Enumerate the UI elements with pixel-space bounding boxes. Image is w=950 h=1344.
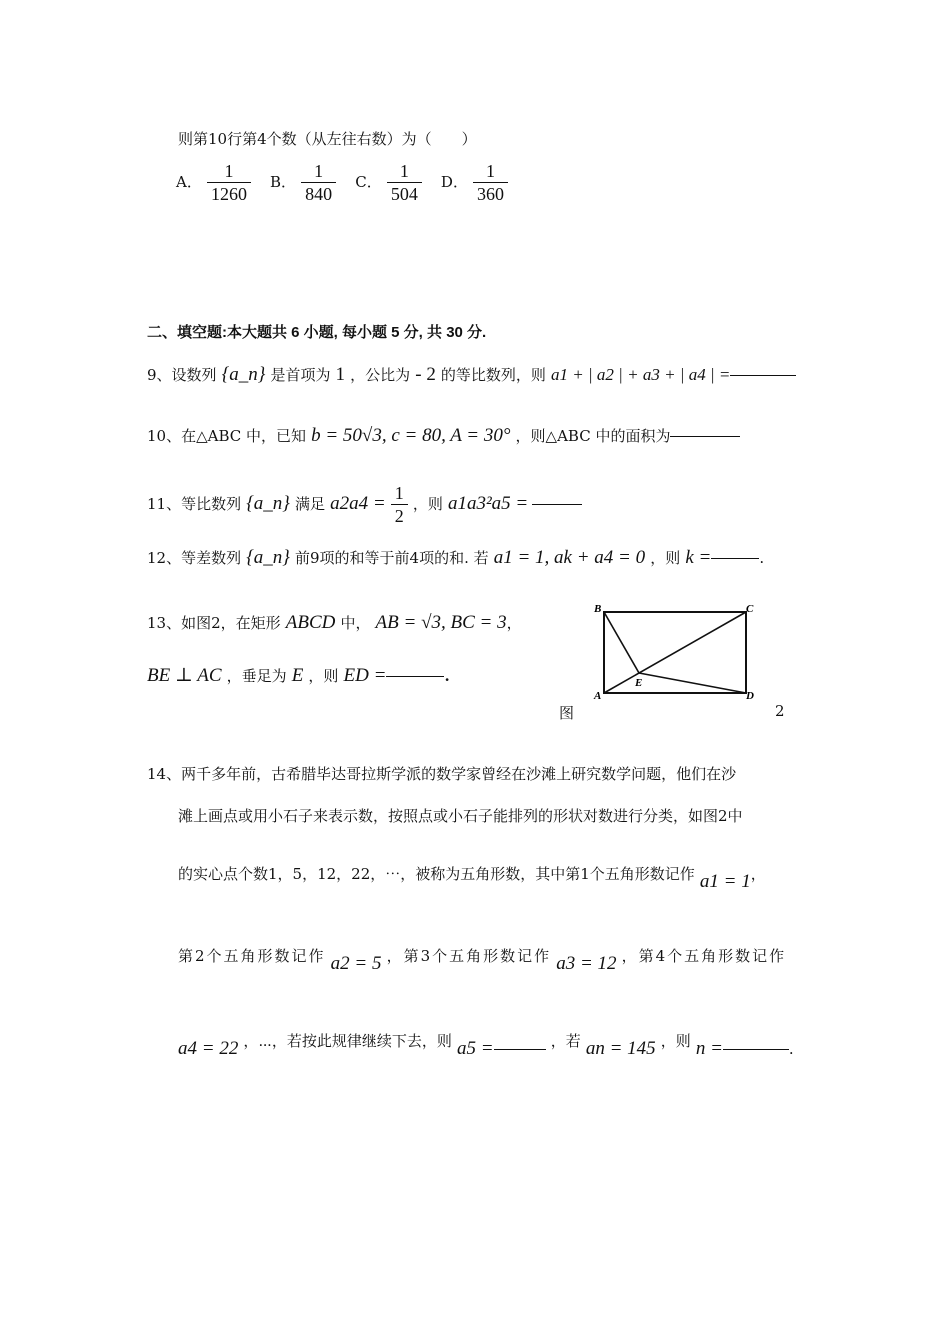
q9-text-1: 是首项为	[270, 366, 331, 384]
q11-text-3: ，则	[412, 495, 443, 513]
label-d: D	[746, 690, 754, 702]
q14-line4-text-c: ，第4个五角形数记作	[621, 947, 787, 965]
q9-number: 9、设数列	[147, 366, 217, 384]
q14-line2: 滩上画点或用小石子来表示数，按照点或小石子能排列的形状对数进行分类，如图2中	[178, 807, 743, 825]
q13-text-2: 中，	[340, 614, 371, 632]
q14-a1: a1 = 1	[699, 871, 751, 892]
option-c-fraction: $\frac{1}{504}$	[387, 160, 422, 205]
q11-text-2: 满足	[294, 495, 325, 513]
q12-text-1: 12、等差数列	[147, 549, 242, 567]
q14-line5: a4 = 22 ，⋯，若按此规律继续下去，则 a5 = ，若 an = 145 ，则 n = .	[178, 1032, 794, 1059]
q14-line5-text-b: ，若	[550, 1032, 581, 1050]
option-b-label: B．	[270, 173, 297, 191]
q9-first-term: 1	[335, 364, 346, 385]
q13-text-1: 13、如图2，在矩形	[147, 614, 281, 632]
q14-line4-text-b: ，第3个五角形数记作	[386, 947, 552, 965]
q10-text-2: ，则△ABC 中的面积为	[515, 427, 671, 445]
q14-a5: a5 =	[457, 1038, 494, 1059]
q10-text-1: 10、在△ABC 中，已知	[147, 427, 307, 445]
q13-text-4: ，则	[308, 667, 339, 685]
section-heading: 二、填空题:本大题共 6 小题, 每小题 5 分, 共 30 分.	[147, 324, 487, 341]
segment-ed	[639, 673, 746, 693]
question-12: 12、等差数列 {a_n} 前9项的和等于前4项的和. 若 a1 = 1, ak + a4 = 0 ，则 k = .	[147, 547, 765, 568]
figure-caption-right: 2	[775, 702, 785, 720]
q14-line5-text-c: ，则	[660, 1032, 691, 1050]
question-11	[147, 482, 582, 527]
q13-ask: ED =	[343, 665, 387, 686]
q10-condition: b = 50√3, c = 80, A = 30°	[311, 425, 511, 446]
q14-line3: 的实心点个数1，5，12，22，⋯，被称为五角形数，其中第1个五角形数记作 a1 = 1，	[178, 865, 766, 892]
q12-sequence: {a_n}	[246, 547, 290, 568]
q11-lhs: a2a4 =	[330, 493, 386, 514]
q11-sequence: {a_n}	[246, 493, 290, 514]
q14-line3-text: 的实心点个数1，5，12，22，⋯，被称为五角形数，其中第1个五角形数记作	[178, 865, 695, 883]
q9-text-2: ，公比为	[350, 366, 411, 384]
label-e: E	[635, 677, 643, 689]
label-a: A	[594, 690, 602, 702]
q11-expression: a1a3²a5 =	[447, 493, 529, 514]
q12-answer-blank[interactable]	[711, 558, 759, 559]
label-c: C	[746, 603, 754, 615]
option-c-label: C．	[355, 173, 382, 191]
q14-line1: 14、两千多年前，古希腊毕达哥拉斯学派的数学家曾经在沙滩上研究数学问题，他们在沙	[147, 765, 737, 783]
option-d-label: D．	[440, 173, 468, 191]
diagonal-ac	[604, 612, 746, 693]
question-13-line1: 13、如图2，在矩形 ABCD 中， AB = √3, BC = 3，	[147, 612, 522, 633]
figure-caption-left: 图	[559, 704, 575, 722]
option-b-fraction: $\frac{1}{840}$	[301, 160, 336, 205]
q9-sequence: {a_n}	[221, 364, 266, 385]
question-13-line2: BE ⊥ AC ，垂足为 E ，则 ED = .	[147, 665, 450, 686]
q9-answer-blank[interactable]	[730, 375, 796, 376]
q13-rectangle: ABCD	[285, 612, 336, 633]
q11-text-1: 11、等比数列	[147, 495, 242, 513]
question-10	[147, 425, 740, 447]
q10-answer-blank[interactable]	[670, 436, 740, 437]
q11-fraction: $\frac{1}{2}$	[391, 482, 408, 527]
q9-ratio: - 2	[415, 364, 436, 385]
q12-ask: k =	[685, 547, 712, 568]
q13-answer-blank[interactable]	[386, 676, 444, 677]
q12-text-2: 前9项的和等于前4项的和. 若	[294, 549, 489, 567]
q14-n: n =	[695, 1038, 723, 1059]
q8-options	[176, 160, 508, 205]
q14-line4-text-a: 第2个五角形数记作	[178, 947, 326, 965]
label-b: B	[594, 603, 602, 615]
q13-perpendicular: BE ⊥ AC	[147, 665, 222, 686]
q9-text-3: 的等比数列，则	[440, 366, 546, 384]
q12-condition: a1 = 1, ak + a4 = 0	[493, 547, 646, 568]
q14-a3: a3 = 12	[556, 953, 617, 974]
q13-foot: E	[291, 665, 304, 686]
q14-a5-blank[interactable]	[494, 1049, 546, 1050]
q14-line5-text-a: ，⋯，若按此规律继续下去，则	[243, 1032, 452, 1050]
q13-text-3: ，垂足为	[226, 667, 287, 685]
q9-expression: a1 + | a2 | + a3 + | a4 | =	[551, 365, 731, 384]
q14-a4: a4 = 22	[178, 1038, 239, 1059]
q14-a2: a2 = 5	[330, 953, 382, 974]
q13-condition: AB = √3, BC = 3	[375, 612, 507, 633]
q14-line4	[178, 945, 787, 974]
q11-answer-blank[interactable]	[532, 504, 582, 505]
q12-text-3: ，则	[650, 549, 681, 567]
q14-n-blank[interactable]	[723, 1049, 789, 1050]
option-a-fraction: $\frac{1}{1260}$	[207, 160, 251, 205]
segment-be	[604, 612, 639, 673]
rectangle-figure	[585, 600, 785, 725]
question-9	[147, 364, 796, 386]
option-a-label: A．	[176, 173, 202, 191]
option-d-fraction: $\frac{1}{360}$	[473, 160, 508, 205]
q8-stem: 则第10行第4个数（从左往右数）为（ ）	[178, 130, 477, 148]
q14-an: an = 145	[585, 1038, 656, 1059]
